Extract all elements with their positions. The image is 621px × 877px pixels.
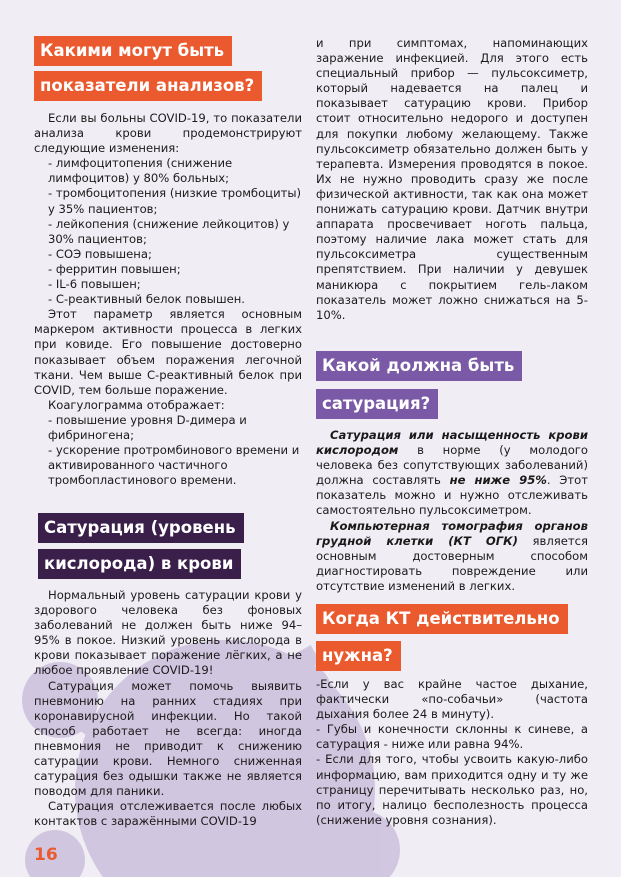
ct-indications-section	[316, 677, 588, 828]
heading-should-be-line1: Какой должна быть	[316, 351, 522, 381]
norm-section	[316, 428, 588, 594]
list-item: - ферритин повышен;	[48, 261, 181, 276]
norm-value: не ниже 95%	[449, 473, 547, 488]
list-item: - С-реактивный белок повышен.	[48, 292, 245, 307]
ct-paragraph	[316, 519, 588, 594]
saturation-paragraph-3: Сатурация отслеживается после любых контактов с заражёнными COVID-19	[34, 799, 302, 829]
list-item: - лейкопения (снижение лейкоцитов) у 30% пациентов;	[48, 216, 290, 246]
norm-bold-term: Сатурация или насыщенность крови кислородом	[316, 428, 588, 458]
norm-paragraph	[316, 428, 588, 519]
heading-analyses-line2: показатели анализов?	[34, 71, 262, 101]
saturation-paragraph-2: Сатурация может помочь выявить пневмонию на ранних стадиях при коронавирусной инфекции. Но такой способ работает не всегда: иногда пневмония не приводит к снижению сатурации крови. Немного сниженная сатурация без одышки также не является поводом для паники.	[34, 678, 302, 799]
list-item: - повышение уровня D-димера и фибриногена;	[48, 412, 247, 442]
list-item: - лимфоцитопения (снижение лимфоцитов) у 80% больных;	[48, 156, 233, 186]
ct-text: является основным достоверным способом диагностировать повреждение или отсутствие изменений в легких.	[316, 533, 588, 593]
norm-text-1: в норме (у молодого человека без сопутствующих заболеваний) должна составлять	[316, 443, 588, 488]
heading-should-be-line2: сатурация?	[316, 389, 438, 419]
coagulogram-intro: Коагулограмма отображает:	[48, 397, 225, 412]
list-item: - тромбоцитопения (низкие тромбоциты) у 35% пациентов;	[48, 186, 302, 216]
norm-text-2: . Этот показатель можно и нужно отслеживать самостоятельно пульсоксиметром.	[316, 473, 588, 518]
heading-saturation-line1: Сатурация (уровень	[38, 513, 244, 543]
heading-saturation-line2: кислорода) в крови	[38, 549, 241, 579]
saturation-section	[34, 588, 302, 830]
list-item: - ускорение протромбинового времени и активированного частичного тромбопластинового времени.	[48, 443, 300, 488]
ct-bold-term: Компьютерная томография органов грудной клетки (КТ ОГК)	[316, 518, 588, 548]
heading-analyses-line1: Какими могут быть	[34, 36, 232, 66]
blood-changes-list	[34, 156, 302, 307]
analyses-section	[34, 111, 302, 488]
heading-ct-line2: нужна?	[316, 641, 401, 671]
continuation-paragraph: и при симптомах, напоминающих заражение инфекцией. Для этого есть специальный прибор — пульсоксиметр, который надевается на палец и показывает сатурацию крови. Прибор стоит относительно недорого и доступен для покупки любому желающему. Также пульсоксиметр обязательно должен быть у терапевта. Измерения проводятся в покое. Их не нужно проводить сразу же после физической активности, так как она может понижать сатурацию крови. Датчик внутри аппарата просвечивает ноготь пальца, поэтому наличие лака может стать для пульсоксиметра существенным препятствием. При наличии у девушек маникюра с покрытием гель-лаком показатель может ложно снижаться на 5-10%.	[316, 36, 588, 322]
list-item: - Если для того, чтобы усвоить какую-либо информацию, вам приходится одну и ту же страницу перечитывать несколько раз, но, по итогу, налицо бесполезность процесса (снижение уровня сознания).	[316, 752, 588, 827]
crp-paragraph: Этот параметр является основным маркером активности процесса в легких при ковиде. Его повышение достоверно показывает объем поражения легочной ткани. Чем выше С-реактивный белок при COVID, тем больше поражение.	[34, 307, 302, 397]
saturation-paragraph-1: Нормальный уровень сатурации крови у здорового человека без фоновых заболеваний не должен быть ниже 94–95% в покое. Низкий уровень кислорода в крови показывает поражение лёгких, а не любое проявление COVID-19!	[34, 588, 302, 678]
pulse-oximeter-section	[316, 36, 588, 323]
list-item: -Если у вас крайне частое дыхание, фактически «по-собачьи» (частота дыхания более 24 в минуту).	[316, 677, 588, 722]
page-number: 16	[34, 845, 58, 865]
list-item: - IL-6 повышен;	[48, 277, 141, 292]
analyses-intro: Если вы больны COVID-19, то показатели анализа крови продемонстрируют следующие изменения:	[34, 111, 302, 156]
heading-ct-line1: Когда КТ действительно	[316, 604, 568, 634]
list-item: - СОЭ повышена;	[48, 246, 152, 261]
list-item: - Губы и конечности склонны к синеве, а сатурация - ниже или равна 94%.	[316, 722, 588, 752]
